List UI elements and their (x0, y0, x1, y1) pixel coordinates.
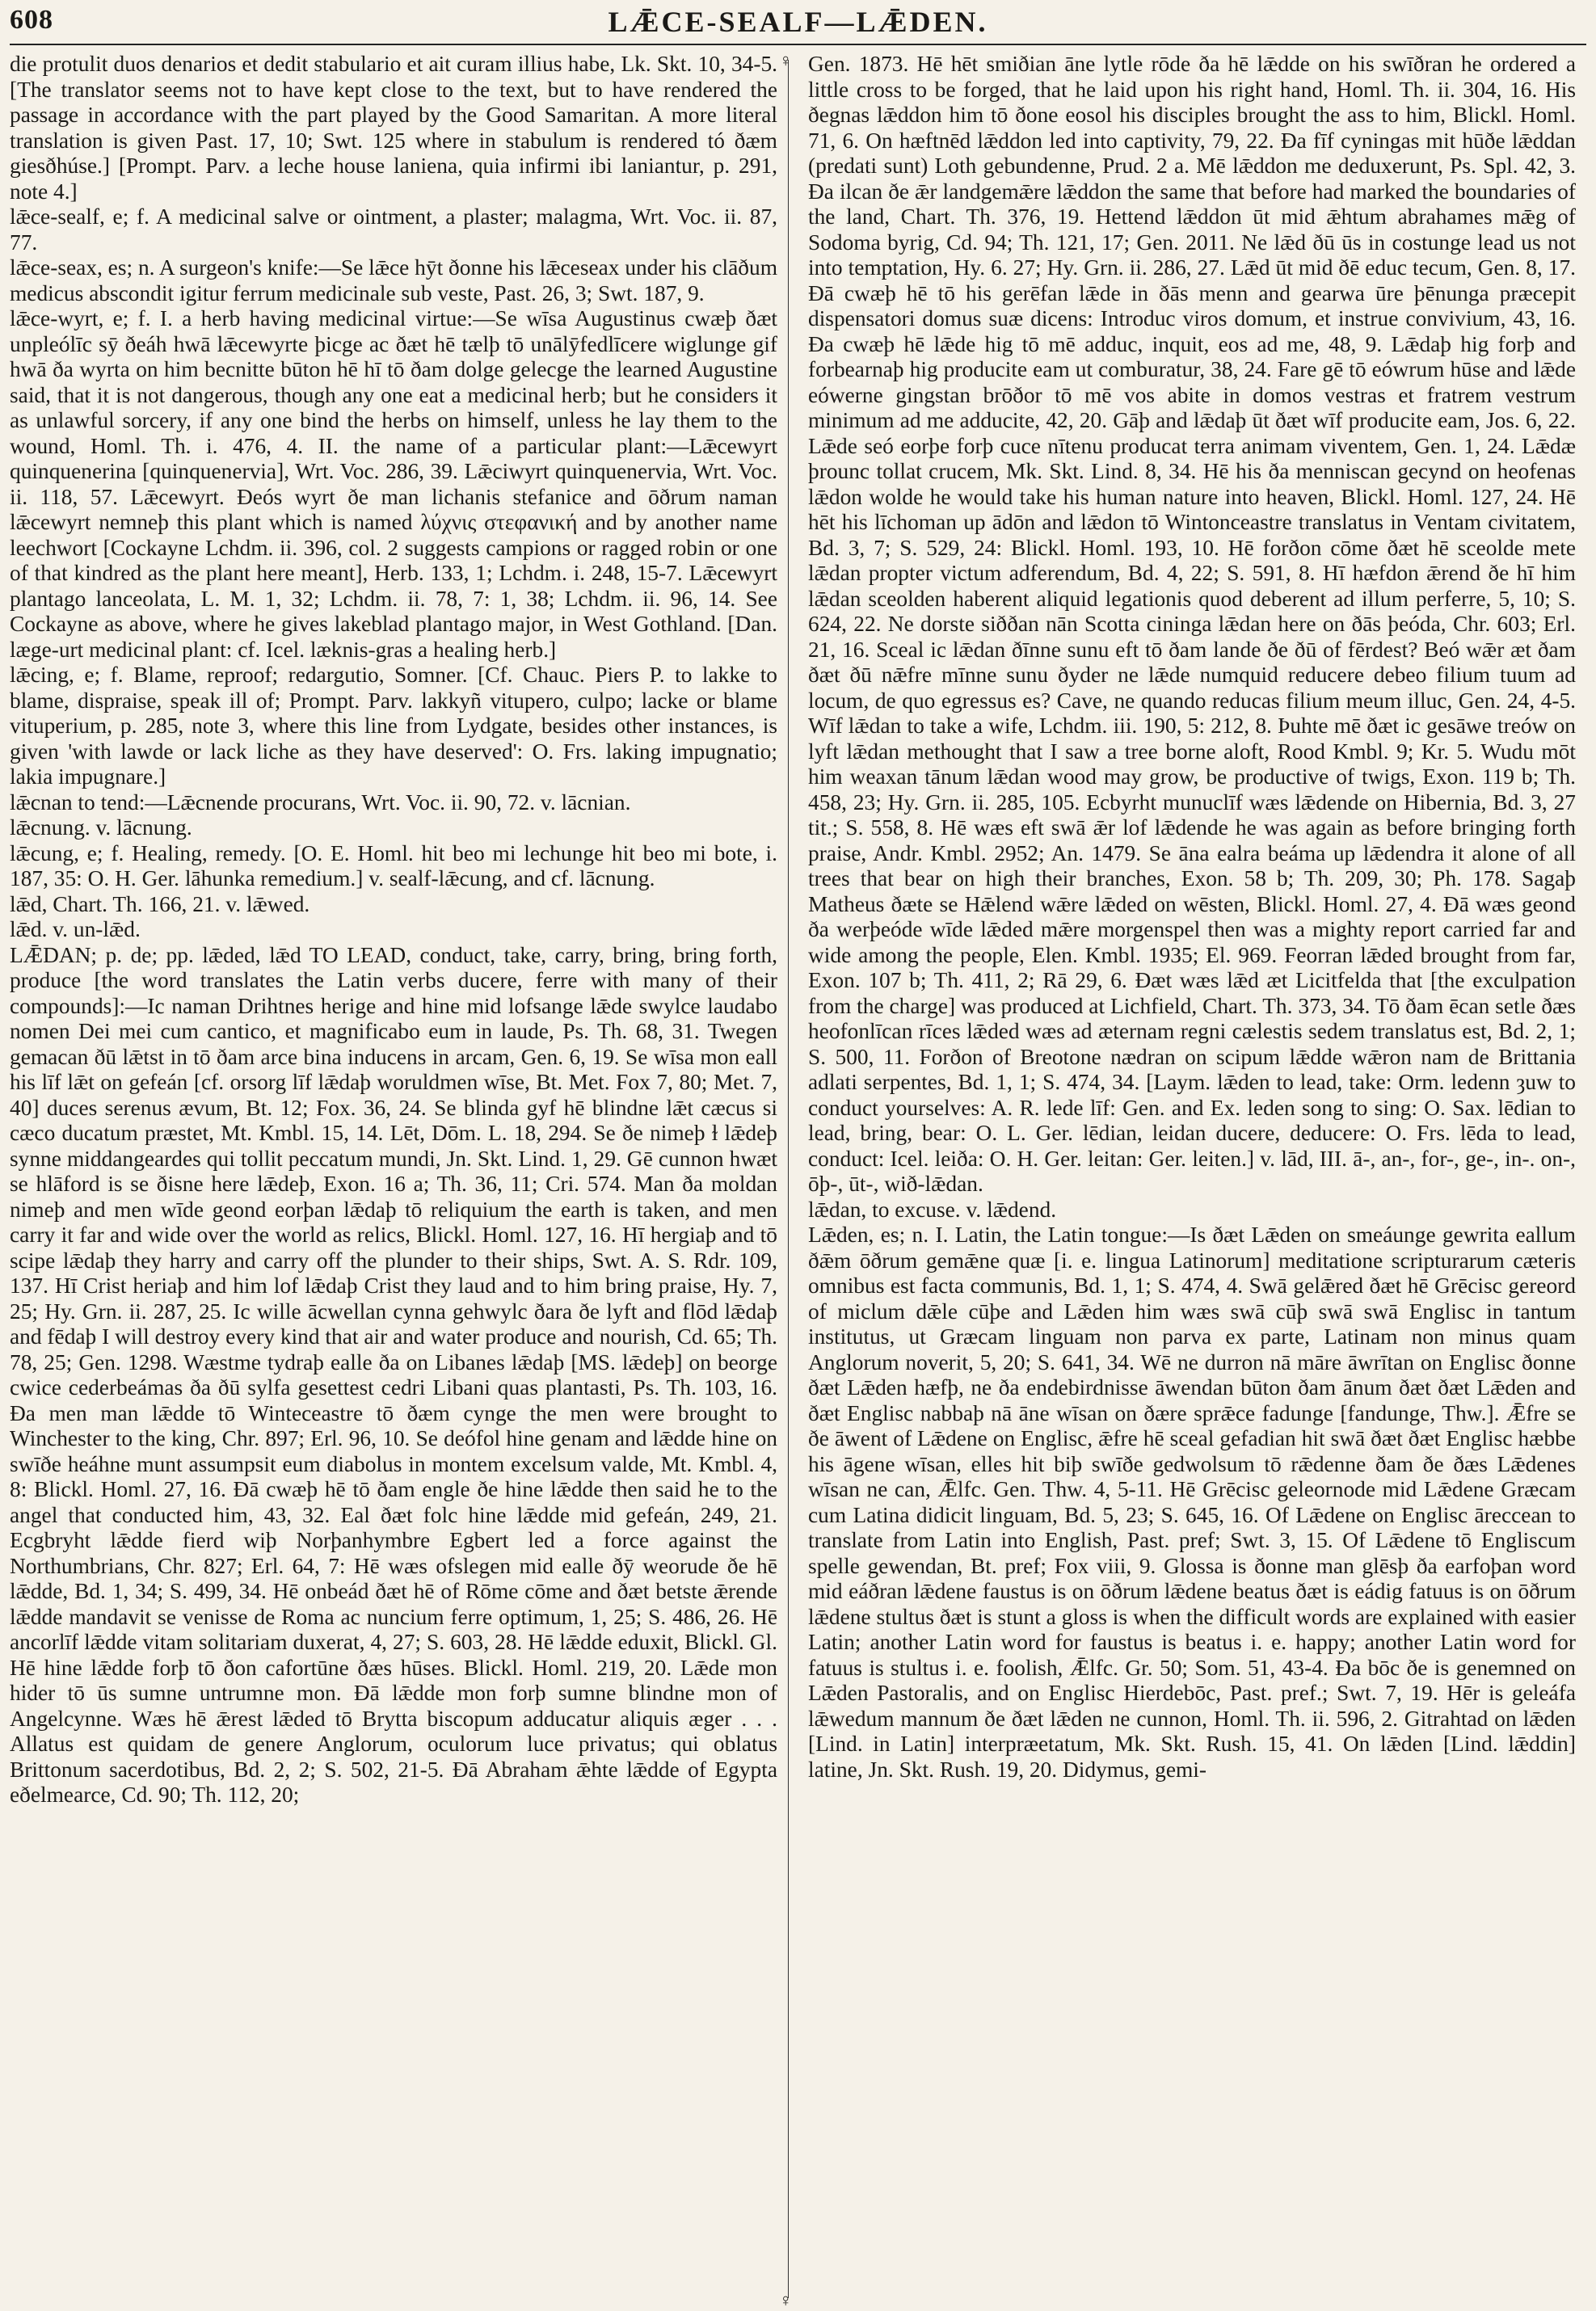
entry-continuation-lk: die protulit duos denarios et dedit stabulario et ait curam illius habe, Lk. Skt. 10, 34-5. [The translator seems not to have kept close to the text, but to have rendered the passage in accordance with the part played by the Good Samaritan. A more literal translation is given Past. 17, 10; Swt. 125 where in stabulum is rendered tó ðæm giesðhúse.] [Prompt. Parv. a leche house laniena, quia infirmi ibi laniantur, p. 291, note 4.] (10, 52, 777, 204)
divider-ornament-bottom: ♀ (779, 2290, 793, 2310)
divider-ornament-top: ♀ (779, 50, 793, 70)
entry-laece-sealf: lǣce-sealf, e; f. A medicinal salve or ointment, a plaster; malagma, Wrt. Voc. ii. 87, 77. (10, 204, 777, 255)
entry-laedan-excuse: lǣdan, to excuse. v. lǣdend. (808, 1197, 1057, 1222)
entry-laeden: Lǣden, es; n. I. Latin, the Latin tongue:—Is ðæt Lǣden on smeáunge gewrita eallum ðǣm ōðrum gemǣne quæ [i. e. lingua Latinorum] meditatione scripturarum cæteris omnibus est facta communis, Bd. 1, 1; S. 474, 4. Swā gelǣred ðæt hē Grēcisc gereord of miclum dǣle cūþe and Lǣden him wæs swā cūþ swā swā Englisc in tantum institutus, ut Græcam linguam non parva ex parte, Latinam non minus quam Anglorum noverit, 5, 20; S. 641, 34. Wē ne durron nā māre āwrītan on Englisc ðonne ðæt Lǣden hæfþ, ne ða endebirdnisse āwendan būton ðam ānum ðæt ðæt Lǣden and ðæt Englisc nabbaþ nā āne wīsan on ðære sprǣce fadunge [fandunge, Thw.]. Ǣfre se ðe āwent of Lǣdene on Englisc, ǣfre hē sceal gefadian hit swā ðæt ðæt Englisc hæbbe his āgene wīsan, elles hit biþ swīðe gedwolsum tō rǣdenne ðam ðe ðæs Lǣdenes wīsan ne can, Ǣlfc. Gen. Thw. 4, 5-11. Hē Grēcisc geleornode mid Lǣdene Græcam cum Latina didicit linguam, Bd. 5, 23; S. 645, 16. Of Lǣdene on Englisc āreccean to translate from Latin into English, Past. pref; Swt. 3, 15. Of Lǣdene tō Engliscum spelle gewendan, Bt. pref; Fox viii, 9. Glossa is ðonne man glēsþ ða earfoþan word mid eáðran lǣdene faustus is on ōðrum lǣdene beatus ðæt is eádig fatuus is on ōðrum lǣdene stultus ðæt is stunt a gloss is when the difficult words are explained with easier Latin; another Latin word for faustus is beatus i. e. happy; another Latin word for fatuus is stultus i. e. foolish, Ǣlfc. Gr. 50; Som. 51, 43-4. Ða bōc ðe is genemned on Lǣden Pastoralis, and on Englisc Hierdebōc, Past. pref.; Swt. 7, 19. Hēr is geleáfa lǣwedum mannum ðe ðæt lǣden ne cunnon, Homl. Th. ii. 596, 2. Gitrahtad on lǣden [Lind. in Latin] interpræetatum, Mk. Skt. Rush. 15, 41. On lǣden [Lind. lǣddin] latine, Jn. Skt. Rush. 19, 20. Didymus, gemi- (808, 1223, 1576, 1782)
entry-laecnung: lǣcnung. v. lācnung. (10, 815, 192, 840)
entry-laed-unlaed: lǣd. v. un-lǣd. (10, 917, 141, 941)
entry-laece-wyrt: lǣce-wyrt, e; f. I. a herb having medicinal virtue:—Se wīsa Augustinus cwæþ ðæt unpleólīc sȳ ðeáh hwā lǣcewyrte þicge ac ðæt hē tælþ tō unālȳfedlīcere wiglunge gif hwā ða wyrta on him becnitte būton hē hī tō ðam dolge gelecge the learned Augustine said, that it is not dangerous, though any one eat a medicinal herb; but he considers it as unlawful sorcery, if any one bind the herbs on himself, unless he lay them to the wound, Homl. Th. i. 476, 4. II. the name of a particular plant:—Lǣcewyrt quinquenerina [quinquenervia], Wrt. Voc. 286, 39. Lǣciwyrt quinquenervia, Wrt. Voc. ii. 118, 57. Lǣcewyrt. Ðeós wyrt ðe man lichanis stefanice and ōðrum naman lǣcewyrt nemneþ this plant which is named λύχνις στεφανική and by another name leechwort [Cockayne Lchdm. ii. 396, col. 2 suggests campions or ragged robin or one of that kindred as the plant here meant], Herb. 133, 1; Lchdm. i. 248, 15-7. Lǣcewyrt plantago lanceolata, L. M. 1, 32; Lchdm. ii. 78, 7: 1, 38; Lchdm. ii. 96, 14. See Cockayne as above, where he gives lakeblad plantago major, in West Gothland. [Dan. læge-urt medicinal plant: cf. Icel. læknis-gras a healing herb.] (10, 306, 777, 662)
running-head: LǢCE-SEALF—LǢDEN. (608, 6, 988, 38)
entry-laedan: LǢDAN; p. de; pp. lǣded, lǣd TO LEAD, conduct, take, carry, bring, bring forth, produce [the word translates the Latin verbs ducere, ferre with many of their compounds]:—Ic naman Drihtnes herige and hine mid lofsange lǣde swylce laudabo nomen Dei mei cum cantico, et magnificabo eum in laude, Ps. Th. 68, 31. Twegen gemacan ðū lǣtst in tō ðam arce bina inducens in arcam, Gen. 6, 19. Se wīsa mon eall his līf lǣt on gefeán [cf. orsorg līf lǣdaþ woruldmen wīse, Bt. Met. Fox 7, 80; Met. 7, 40] duces serenus ævum, Bt. 12; Fox. 36, 24. Se blinda gyf hē blindne lǣt cæcus si cæco ducatum præstet, Mt. Kmbl. 15, 14. Lēt, Dōm. L. 18, 294. Se ðe nimeþ ɫ lǣdeþ synne middangeardes qui tollit peccatum mundi, Jn. Skt. Lind. 1, 29. Gē cunnon hwæt se hlāford is se ðisne here lǣdeþ, Exon. 16 a; Th. 36, 11; Cri. 574. Man ða moldan nimeþ and men wīde geond eorþan lǣdaþ tō reliquium the earth is taken, and men carry it far and wide over the world as relics, Blickl. Homl. 127, 16. Hī hergiaþ and tō scipe lǣdaþ they harry and carry off the plunder to their ships, Swt. A. S. Rdr. 109, 137. Hī Crist heriaþ and him lof lǣdaþ Crist they laud and to him bring praise, Hy. 7, 25; Hy. Grn. ii. 287, 25. Ic wille ācwellan cynna gehwylc ðara ðe lyft and flōd lǣdaþ and fēdaþ I will destroy every kind that air and water produce and nourish, Cd. 65; Th. 78, 25; Gen. 1298. Wæstme tydraþ ealle ða on Libanes lǣdaþ [MS. lǣdeþ] on beorge cwice cederbeámas ða ðū sylfa gesettest cedri Libani quas plantasti, Ps. Th. 103, 16. Ða men man lǣdde tō Winteceastre tō ðæm cynge the men were brought to Winchester to the king, Chr. 897; Erl. 96, 10. Se deófol hine genam and lǣdde hine on swīðe heáhne munt assumpsit eum diabolus in montem excelsum valde, Mt. Kmbl. 4, 8: Blickl. Homl. 27, 16. Ðā cwæþ hē tō ðam engle ðe hine lǣdde then said he to the angel that conducted him, 43, 32. Eal ðæt folc hine lǣdde mid gefeán, 249, 21. Ecgbryht lǣdde fierd wiþ Norþanhymbre Egbert led a force against the Northumbrians, Chr. 827; Erl. 64, 7: Hē wæs ofslegen mid ealle ðȳ weorude ðe hē lǣdde, Bd. 1, 34; S. 499, 34. Hē onbeád ðæt hē of Rōme cōme and ðæt betste ǣrende lǣdde mandavit se venisse de Roma ac nuncium ferre optimum, 1, 25; S. 486, 26. Hē ancorlīf lǣdde vitam solitariam duxerat, 4, 27; S. 603, 28. Hē lǣdde eduxit, Blickl. Gl. Hē hine lǣdde forþ tō ðon cafortūne ðæs hūses. Blickl. Homl. 219, 20. Lǣde mon hider tō ūs sumne untrumne mon. Ðā lǣdde mon forþ sumne blindne mon of Angelcynne. Wæs hē ǣrest lǣded tō Brytta biscopum adducatur aliquis æger . . . Allatus est quidam de genere Anglorum, oculorum luce privatus; qui oblatus Brittonum sacerdotibus, Bd. 2, 2; S. 502, 21-5. Ðā Abraham ǣhte lǣdde of Egypta eðelmearce, Cd. 90; Th. 112, 20; (10, 942, 777, 1807)
header-rule (10, 44, 1586, 45)
page-header (0, 0, 1596, 48)
column-divider (788, 60, 789, 2298)
left-column (10, 52, 777, 2298)
entry-laece-seax: lǣce-seax, es; n. A surgeon's knife:—Se lǣce hȳt ðonne his lǣceseax under his clāðum medicus abscondit igitur ferrum medicinale sub veste, Past. 26, 3; Swt. 187, 9. (10, 255, 777, 305)
page-number: 608 (10, 5, 53, 35)
right-column (808, 52, 1576, 2298)
entry-laed-chart: lǣd, Chart. Th. 166, 21. v. lǣwed. (10, 891, 310, 916)
entry-laecung: lǣcung, e; f. Healing, remedy. [O. E. Homl. hit beo mi lechunge hit beo mi bote, i. 187, 35: O. H. Ger. lāhunka remedium.] v. sealf-lǣcung, and cf. lācnung. (10, 840, 777, 890)
entry-laecnan: lǣcnan to tend:—Lǣcnende procurans, Wrt. Voc. ii. 90, 72. v. lācnian. (10, 789, 631, 815)
entry-laecing: lǣcing, e; f. Blame, reproof; redargutio, Somner. [Cf. Chauc. Piers P. to lakke to blame, dispraise, speak ill of; Prompt. Parv. lakkyñ vitupero, culpo; lacke or blame vituperium, p. 285, note 3, where this line from Lydgate, besides other instances, is given 'with lawde or lack liche as they have deserved': O. Frs. laking impugnatio; lakia impugnare.] (10, 663, 777, 789)
entry-laedan-continued: Gen. 1873. Hē hēt smiðian āne lytle rōde ða hē lǣdde on his swīðran he ordered a little cross to be forged, that he laid upon his right hand, Homl. Th. ii. 304, 16. His ðegnas lǣddon him tō ðone eosol his disciples brought the ass to him, Blickl. Homl. 71, 6. On hæftnēd lǣddon led into captivity, 79, 22. Ða fīf cyningas mit hūðe lǣddan (predati sunt) Loth gebundenne, Prud. 2 a. Mē lǣddon me deduxerunt, Ps. Spl. 42, 3. Ða ilcan ðe ǣr landgemǣre lǣddon the same that before had marked the boundaries of the land, Chart. Th. 376, 19. Hettend lǣddon ūt mid ǣhtum abrahames mǣg of Sodoma byrig, Cd. 94; Th. 121, 17; Gen. 2011. Ne lǣd ðū ūs in costunge lead us not into temptation, Hy. 6. 27; Hy. Grn. ii. 286, 27. Lǣd ūt mid ðē educ tecum, Gen. 8, 17. Ðā cwæþ hē tō his gerēfan lǣde in ðās menn and gearwa ūre þēnunga præcepit dispensatori domus suæ dicens: Introduc viros domum, et instrue convivium, 43, 16. Ða cwæþ hē lǣde hig tō mē adduc, inquit, eos ad me, 48, 9. Lǣdaþ hig forþ and forbearnaþ hig producite eam ut comburatur, 38, 24. Fare gē tō eówrum hūse and lǣde eówerne gingstan brōðor tō mē vos abite in domos vestras et fratrem vestrum minimum ad me adducite, 42, 20. Gāþ and lǣdaþ ūt ðæt wīf producite eam, Jos. 6, 22. Lǣde seó eorþe forþ cuce nītenu producat terra animam viventem, Gen. 1, 24. Lǣdæ þrounc tollat crucem, Mk. Skt. Lind. 8, 34. Hē his ða menniscan gecynd on heofenas lǣdon wolde he would take his human nature into heaven, Blickl. Homl. 127, 24. Hē hēt his līchoman up ādōn and lǣdon tō Wintonceastre translatus in Ventam civitatem, Bd. 3, 7; S. 529, 24: Blickl. Homl. 193, 10. Hē forðon cōme ðæt hē sceolde mete lǣdan propter victum adferendum, Bd. 4, 22; S. 591, 8. Hī hæfdon ǣrend ðe hī him lǣdan sceolden haberent aliquid legationis quod deberent ad illum perferre, 5, 10; S. 624, 22. Ne dorste siððan nān Scotta cininga lǣdan here on ðās þeóda, Chr. 603; Erl. 21, 16. Sceal ic lǣdan ðīnne sunu eft tō ðam lande ðe ðū of fērdest? Beó wǣr æt ðam ðæt ðū nǣfre mīnne sunu ðyder ne lǣde numquid reducere debeo filium tuum ad locum, de quo egressus es? Cave, ne quando reducas filium meum illuc, Gen. 24, 4-5. Wīf lǣdan to take a wife, Lchdm. iii. 190, 5: 212, 8. Þuhte mē ðæt ic gesāwe treów on lyft lǣdan methought that I saw a tree borne aloft, Rood Kmbl. 9; Kr. 5. Wudu mōt him weaxan tānum lǣdan wood may grow, be productive of twigs, Exon. 119 b; Th. 458, 23; Hy. Grn. ii. 285, 105. Ecbyrht munuclīf wæs lǣdende on Hibernia, Bd. 3, 27 tit.; S. 558, 8. Hē wæs eft swā ǣr lof lǣdende he was again as before bringing forth praise, Andr. Kmbl. 2952; An. 1479. Se āna ealra beáma up lǣdendra it alone of all trees that bear on high their branches, Exon. 58 b; Th. 209, 30; Ph. 178. Sagaþ Matheus ðæte se Hǣlend wǣre lǣded on wēsten, Blickl. Homl. 27, 4. Ðā wæs geond ða werþeóde wīde lǣded mǣre morgenspel then was a mighty report carried far and wide among the people, Elen. Kmbl. 1935; El. 969. Feorran lǣded brought from far, Exon. 107 b; Th. 411, 2; Rā 29, 6. Ðæt wæs lǣd æt Licitfelda that [the exculpation from the charge] was produced at Lichfield, Chart. Th. 373, 34. Tō ðam ēcan setle ðæs heofonlīcan rīces lǣded wæs ad æternam regni cælestis sedem translatus est, Bd. 2, 1; S. 500, 11. Forðon of Breotone nædran on scipum lǣdde wǣron nam de Brittania adlati serpentes, Bd. 1, 1; S. 474, 34. [Laym. lǣden to lead, take: Orm. ledenn ȝuw to conduct yourselves: A. R. lede līf: Gen. and Ex. leden song to sing: O. Sax. lēdian to lead, bring, bear: O. L. Ger. lēdian, leidan ducere, deducere: O. Frs. lēda to lead, conduct: Icel. leiða: O. H. Ger. leitan: Ger. leiten.] v. lād, III. ā-, an-, for-, ge-, in-. on-, ōþ-, ūt-, wið-lǣdan. (808, 52, 1576, 1196)
